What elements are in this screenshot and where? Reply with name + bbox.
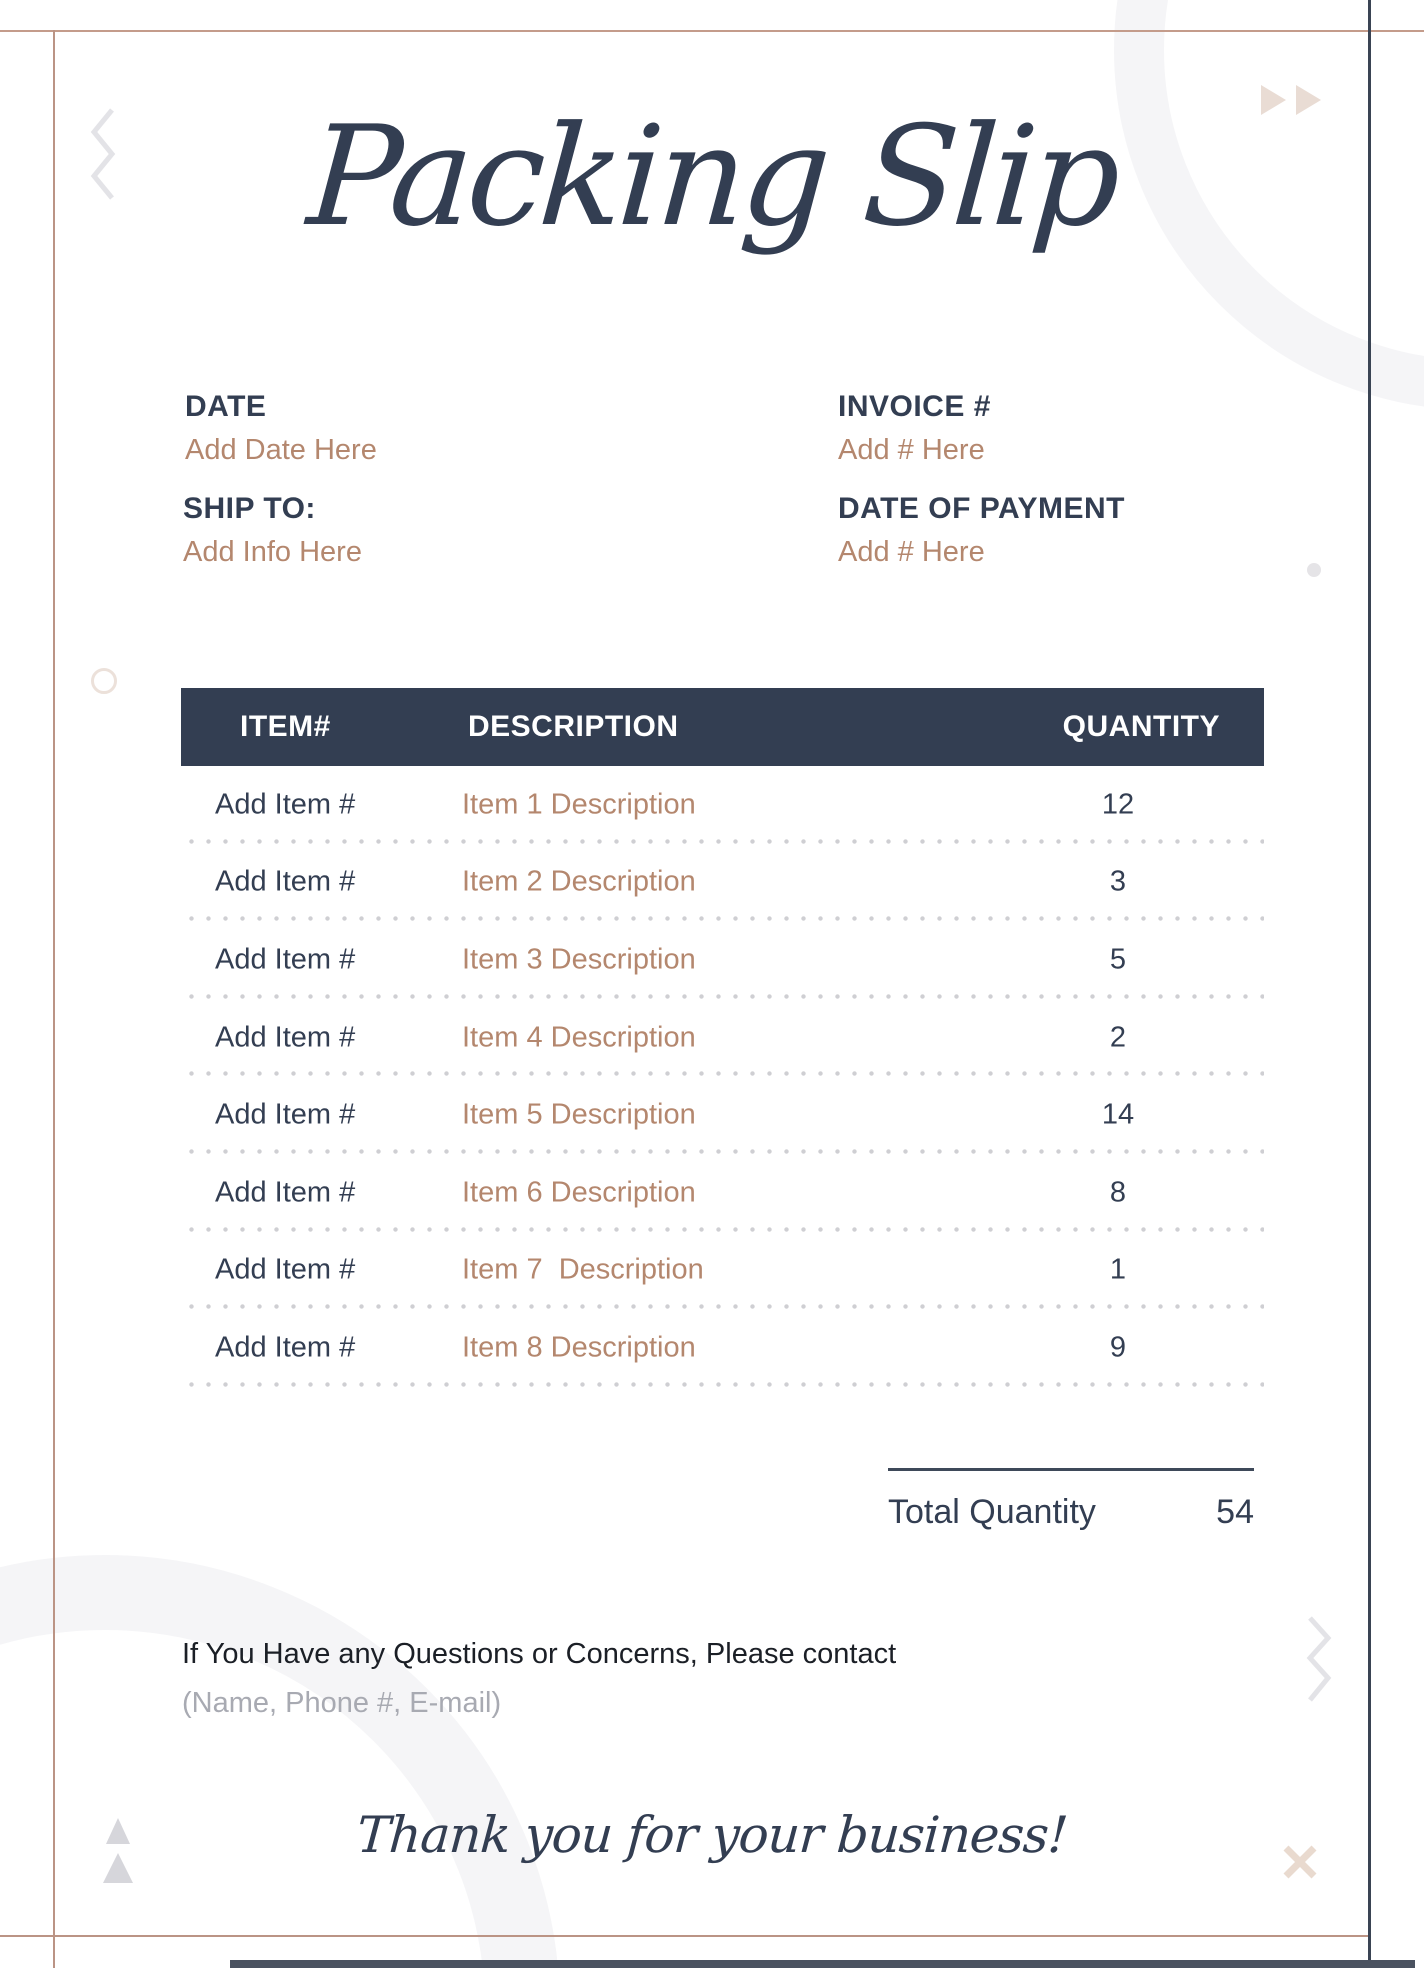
item-quantity[interactable]: 8 — [1109, 1176, 1127, 1209]
ring-decoration-bottom-left — [0, 1555, 560, 1968]
payment-date-field — [838, 492, 1125, 569]
circle-outline-icon — [91, 668, 117, 694]
ship-to-field — [183, 492, 362, 569]
right-accent-line — [1368, 0, 1371, 1968]
table-row — [181, 1076, 1264, 1154]
item-number-placeholder[interactable]: Add Item # — [215, 788, 356, 821]
header-quantity: QUANTITY — [1062, 710, 1220, 743]
dot-icon — [1307, 563, 1321, 577]
table-row — [181, 766, 1264, 844]
item-quantity[interactable]: 12 — [1101, 788, 1135, 821]
date-value-placeholder[interactable]: Add Date Here — [185, 434, 377, 466]
item-number-placeholder[interactable]: Add Item # — [215, 1021, 356, 1054]
date-field — [185, 390, 377, 467]
item-description[interactable]: Item 8 Description — [462, 1331, 696, 1364]
item-quantity[interactable]: 5 — [1109, 943, 1127, 976]
item-description[interactable]: Item 7 Description — [462, 1253, 704, 1286]
invoice-field — [838, 390, 991, 467]
item-quantity[interactable]: 2 — [1109, 1021, 1127, 1054]
zigzag-icon — [1306, 1616, 1334, 1702]
header-item-number: ITEM# — [240, 710, 331, 743]
contact-block — [182, 1638, 896, 1720]
item-quantity[interactable]: 9 — [1109, 1331, 1127, 1364]
item-number-placeholder[interactable]: Add Item # — [215, 1331, 356, 1364]
table-header-row — [181, 688, 1264, 766]
total-quantity-value: 54 — [1216, 1493, 1254, 1531]
item-quantity[interactable]: 1 — [1109, 1253, 1127, 1286]
item-number-placeholder[interactable]: Add Item # — [215, 1253, 356, 1286]
contact-hint-placeholder[interactable]: (Name, Phone #, E-mail) — [182, 1687, 502, 1719]
item-description[interactable]: Item 3 Description — [462, 943, 696, 976]
total-quantity-label: Total Quantity — [888, 1493, 1096, 1531]
invoice-value-placeholder[interactable]: Add # Here — [838, 434, 985, 466]
table-row — [181, 999, 1264, 1077]
item-number-placeholder[interactable]: Add Item # — [215, 1098, 356, 1131]
items-table — [181, 688, 1264, 1387]
item-quantity[interactable]: 3 — [1109, 865, 1127, 898]
table-row — [181, 1232, 1264, 1310]
contact-line: If You Have any Questions or Concerns, Please contact — [182, 1638, 897, 1670]
table-row — [181, 921, 1264, 999]
table-row — [181, 844, 1264, 922]
item-description[interactable]: Item 6 Description — [462, 1176, 696, 1209]
bottom-border-line — [0, 1935, 1370, 1937]
item-number-placeholder[interactable]: Add Item # — [215, 865, 356, 898]
table-row — [181, 1154, 1264, 1232]
bottom-scrollbar[interactable] — [230, 1960, 1415, 1968]
payment-date-label: DATE OF PAYMENT — [838, 492, 1125, 525]
ship-to-label: SHIP TO: — [183, 492, 316, 525]
payment-date-value-placeholder[interactable]: Add # Here — [838, 536, 985, 568]
ship-to-value-placeholder[interactable]: Add Info Here — [183, 536, 362, 568]
item-description[interactable]: Item 5 Description — [462, 1098, 696, 1131]
table-row — [181, 1309, 1264, 1387]
top-border-line — [0, 30, 1424, 32]
page-title: Packing Slip — [303, 96, 1121, 257]
total-quantity-row — [888, 1468, 1254, 1532]
invoice-label: INVOICE # — [838, 390, 991, 423]
item-description[interactable]: Item 1 Description — [462, 788, 696, 821]
item-description[interactable]: Item 4 Description — [462, 1021, 696, 1054]
thank-you-message: Thank you for your business! — [354, 1806, 1070, 1864]
item-description[interactable]: Item 2 Description — [462, 865, 696, 898]
date-label: DATE — [185, 390, 267, 423]
item-quantity[interactable]: 14 — [1101, 1098, 1135, 1131]
item-number-placeholder[interactable]: Add Item # — [215, 943, 356, 976]
header-description: DESCRIPTION — [468, 710, 679, 743]
left-border-line — [53, 30, 55, 1968]
item-number-placeholder[interactable]: Add Item # — [215, 1176, 356, 1209]
